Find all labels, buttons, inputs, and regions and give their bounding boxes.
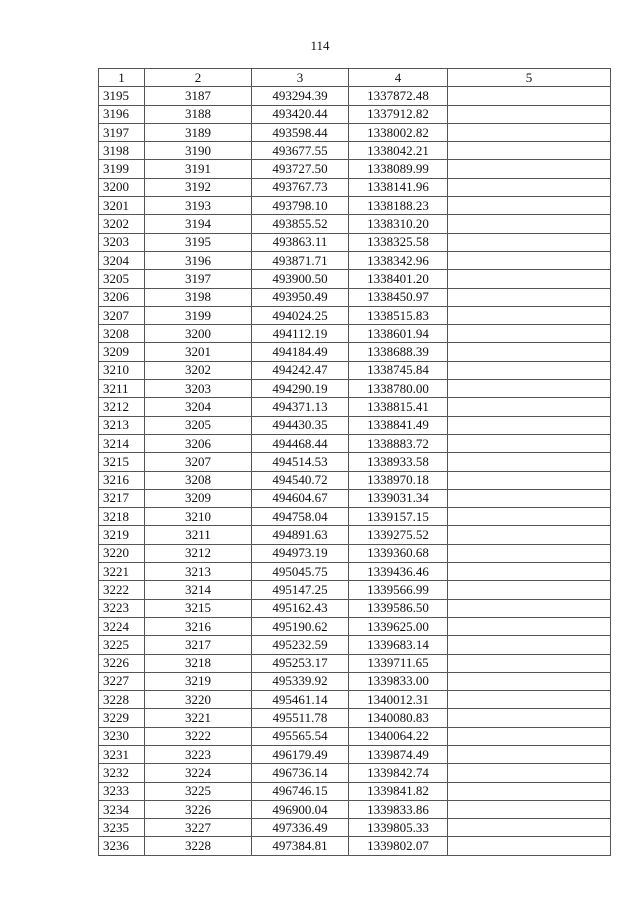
table-cell-col-1: 3205 <box>99 270 145 288</box>
table-cell-col-2: 3222 <box>145 727 252 745</box>
page-number: 114 <box>310 38 330 53</box>
table-cell-col-2: 3200 <box>145 325 252 343</box>
table-cell-col-3: 493900.50 <box>252 270 349 288</box>
table-cell-col-1: 3227 <box>99 672 145 690</box>
table-cell-col-1: 3231 <box>99 745 145 763</box>
table-cell-col-2: 3214 <box>145 581 252 599</box>
table-cell-col-5 <box>448 416 611 434</box>
table-row <box>99 380 611 398</box>
table-cell-col-5 <box>448 727 611 745</box>
table-cell-col-2: 3226 <box>145 800 252 818</box>
table-row <box>99 361 611 379</box>
table-cell-col-1: 3221 <box>99 563 145 581</box>
table-cell-col-2: 3208 <box>145 471 252 489</box>
table-row <box>99 599 611 617</box>
table-cell-col-3: 496900.04 <box>252 800 349 818</box>
table-cell-col-4: 1340080.83 <box>349 709 448 727</box>
table-cell-col-4: 1338688.39 <box>349 343 448 361</box>
table-cell-col-1: 3214 <box>99 434 145 452</box>
table-cell-col-5 <box>448 251 611 269</box>
table-cell-col-5 <box>448 325 611 343</box>
table-cell-col-3: 494024.25 <box>252 306 349 324</box>
table-cell-col-3: 494540.72 <box>252 471 349 489</box>
column-header-5: 5 <box>448 69 611 87</box>
table-cell-col-4: 1340064.22 <box>349 727 448 745</box>
table-cell-col-2: 3210 <box>145 508 252 526</box>
table-row <box>99 508 611 526</box>
table-cell-col-1: 3216 <box>99 471 145 489</box>
table-cell-col-3: 495147.25 <box>252 581 349 599</box>
table-cell-col-3: 494468.44 <box>252 434 349 452</box>
table-cell-col-3: 493294.39 <box>252 87 349 105</box>
table-cell-col-1: 3211 <box>99 380 145 398</box>
table-cell-col-3: 494184.49 <box>252 343 349 361</box>
table-cell-col-4: 1338815.41 <box>349 398 448 416</box>
table-row <box>99 215 611 233</box>
table-cell-col-1: 3232 <box>99 764 145 782</box>
table-cell-col-4: 1339833.00 <box>349 672 448 690</box>
table-cell-col-5 <box>448 819 611 837</box>
table-cell-col-5 <box>448 398 611 416</box>
table-cell-col-5 <box>448 105 611 123</box>
table-row <box>99 398 611 416</box>
table-cell-col-2: 3218 <box>145 654 252 672</box>
table-cell-col-4: 1339842.74 <box>349 764 448 782</box>
table-cell-col-4: 1338002.82 <box>349 123 448 141</box>
table-cell-col-5 <box>448 215 611 233</box>
table-cell-col-1: 3222 <box>99 581 145 599</box>
table-cell-col-1: 3210 <box>99 361 145 379</box>
table-cell-col-3: 496179.49 <box>252 745 349 763</box>
column-header-1: 1 <box>99 69 145 87</box>
table-row <box>99 160 611 178</box>
table-cell-col-4: 1338325.58 <box>349 233 448 251</box>
table-cell-col-1: 3219 <box>99 526 145 544</box>
table-row <box>99 123 611 141</box>
table-cell-col-5 <box>448 123 611 141</box>
table-cell-col-5 <box>448 471 611 489</box>
table-cell-col-4: 1339275.52 <box>349 526 448 544</box>
table-cell-col-3: 493863.11 <box>252 233 349 251</box>
table-cell-col-2: 3216 <box>145 617 252 635</box>
table-cell-col-4: 1337872.48 <box>349 87 448 105</box>
table-cell-col-3: 493871.71 <box>252 251 349 269</box>
table-row <box>99 178 611 196</box>
table-cell-col-3: 493798.10 <box>252 197 349 215</box>
table-cell-col-3: 495565.54 <box>252 727 349 745</box>
table-row <box>99 197 611 215</box>
table-cell-col-2: 3202 <box>145 361 252 379</box>
table-cell-col-4: 1339833.86 <box>349 800 448 818</box>
table-cell-col-5 <box>448 837 611 855</box>
table-cell-col-2: 3220 <box>145 691 252 709</box>
table-cell-col-5 <box>448 306 611 324</box>
table-row <box>99 453 611 471</box>
table-cell-col-1: 3236 <box>99 837 145 855</box>
table-cell-col-5 <box>448 453 611 471</box>
table-cell-col-4: 1338841.49 <box>349 416 448 434</box>
table-cell-col-3: 494973.19 <box>252 544 349 562</box>
table-cell-col-2: 3224 <box>145 764 252 782</box>
table-cell-col-5 <box>448 617 611 635</box>
table-cell-col-1: 3234 <box>99 800 145 818</box>
table-cell-col-5 <box>448 87 611 105</box>
table-cell-col-5 <box>448 636 611 654</box>
table-row <box>99 251 611 269</box>
table-cell-col-1: 3217 <box>99 489 145 507</box>
table-cell-col-2: 3215 <box>145 599 252 617</box>
table-cell-col-1: 3201 <box>99 197 145 215</box>
table-cell-col-2: 3219 <box>145 672 252 690</box>
table-cell-col-4: 1340012.31 <box>349 691 448 709</box>
table-row <box>99 416 611 434</box>
table-cell-col-2: 3213 <box>145 563 252 581</box>
table-cell-col-1: 3196 <box>99 105 145 123</box>
table-cell-col-1: 3215 <box>99 453 145 471</box>
table-cell-col-3: 495190.62 <box>252 617 349 635</box>
table-cell-col-1: 3209 <box>99 343 145 361</box>
table-cell-col-4: 1339841.82 <box>349 782 448 800</box>
table-cell-col-4: 1338601.94 <box>349 325 448 343</box>
table-cell-col-3: 495232.59 <box>252 636 349 654</box>
table-cell-col-3: 494242.47 <box>252 361 349 379</box>
table-cell-col-4: 1338342.96 <box>349 251 448 269</box>
table-cell-col-4: 1339360.68 <box>349 544 448 562</box>
table-row <box>99 837 611 855</box>
column-header-3: 3 <box>252 69 349 87</box>
table-cell-col-4: 1338310.20 <box>349 215 448 233</box>
table-row <box>99 489 611 507</box>
table-cell-col-5 <box>448 434 611 452</box>
table-cell-col-4: 1339436.46 <box>349 563 448 581</box>
table-cell-col-1: 3202 <box>99 215 145 233</box>
table-cell-col-4: 1339805.33 <box>349 819 448 837</box>
table-cell-col-2: 3221 <box>145 709 252 727</box>
table-cell-col-2: 3191 <box>145 160 252 178</box>
table-cell-col-5 <box>448 233 611 251</box>
table-row <box>99 288 611 306</box>
table-cell-col-2: 3193 <box>145 197 252 215</box>
table-cell-col-2: 3211 <box>145 526 252 544</box>
table-cell-col-2: 3195 <box>145 233 252 251</box>
table-cell-col-1: 3195 <box>99 87 145 105</box>
table-cell-col-5 <box>448 380 611 398</box>
table-cell-col-5 <box>448 288 611 306</box>
table-cell-col-2: 3206 <box>145 434 252 452</box>
coordinates-table <box>98 68 611 856</box>
table-cell-col-4: 1339874.49 <box>349 745 448 763</box>
table-cell-col-3: 495045.75 <box>252 563 349 581</box>
table-row <box>99 343 611 361</box>
table-cell-col-5 <box>448 544 611 562</box>
table-cell-col-1: 3207 <box>99 306 145 324</box>
table-cell-col-3: 495511.78 <box>252 709 349 727</box>
table-cell-col-5 <box>448 361 611 379</box>
table-cell-col-1: 3223 <box>99 599 145 617</box>
table-row <box>99 87 611 105</box>
table-row <box>99 764 611 782</box>
table-cell-col-3: 495461.14 <box>252 691 349 709</box>
table-row <box>99 325 611 343</box>
table-cell-col-5 <box>448 581 611 599</box>
table-cell-col-4: 1339625.00 <box>349 617 448 635</box>
table-cell-col-1: 3206 <box>99 288 145 306</box>
table-cell-col-2: 3196 <box>145 251 252 269</box>
table-cell-col-3: 494514.53 <box>252 453 349 471</box>
table-cell-col-4: 1338042.21 <box>349 142 448 160</box>
table-cell-col-5 <box>448 599 611 617</box>
table-cell-col-1: 3229 <box>99 709 145 727</box>
table-cell-col-5 <box>448 672 611 690</box>
table-cell-col-1: 3228 <box>99 691 145 709</box>
table-cell-col-2: 3227 <box>145 819 252 837</box>
table-cell-col-2: 3192 <box>145 178 252 196</box>
table-cell-col-2: 3198 <box>145 288 252 306</box>
table-cell-col-5 <box>448 782 611 800</box>
table-cell-col-3: 494758.04 <box>252 508 349 526</box>
table-cell-col-1: 3208 <box>99 325 145 343</box>
table-cell-col-4: 1338970.18 <box>349 471 448 489</box>
table-cell-col-2: 3197 <box>145 270 252 288</box>
table-cell-col-5 <box>448 709 611 727</box>
table-cell-col-3: 494891.63 <box>252 526 349 544</box>
table-row <box>99 233 611 251</box>
table-cell-col-3: 493767.73 <box>252 178 349 196</box>
table-row <box>99 745 611 763</box>
table-cell-col-2: 3223 <box>145 745 252 763</box>
table-cell-col-5 <box>448 745 611 763</box>
table-cell-col-4: 1339031.34 <box>349 489 448 507</box>
table-cell-col-1: 3230 <box>99 727 145 745</box>
table-cell-col-4: 1338933.58 <box>349 453 448 471</box>
table-row <box>99 800 611 818</box>
table-cell-col-3: 494430.35 <box>252 416 349 434</box>
table-cell-col-1: 3218 <box>99 508 145 526</box>
table-body <box>99 87 611 855</box>
table-cell-col-1: 3200 <box>99 178 145 196</box>
table-cell-col-3: 493855.52 <box>252 215 349 233</box>
table-cell-col-3: 497384.81 <box>252 837 349 855</box>
table-cell-col-2: 3207 <box>145 453 252 471</box>
table-cell-col-4: 1338401.20 <box>349 270 448 288</box>
table-row <box>99 819 611 837</box>
table-row <box>99 563 611 581</box>
table-cell-col-1: 3198 <box>99 142 145 160</box>
table-cell-col-3: 493420.44 <box>252 105 349 123</box>
table-cell-col-2: 3217 <box>145 636 252 654</box>
column-header-2: 2 <box>145 69 252 87</box>
table-cell-col-2: 3212 <box>145 544 252 562</box>
table-cell-col-3: 494112.19 <box>252 325 349 343</box>
table-cell-col-4: 1338450.97 <box>349 288 448 306</box>
table-cell-col-3: 495339.92 <box>252 672 349 690</box>
table-cell-col-4: 1339157.15 <box>349 508 448 526</box>
table-cell-col-2: 3189 <box>145 123 252 141</box>
table-cell-col-4: 1339711.65 <box>349 654 448 672</box>
table-cell-col-3: 495253.17 <box>252 654 349 672</box>
column-header-4: 4 <box>349 69 448 87</box>
table-cell-col-2: 3188 <box>145 105 252 123</box>
table-cell-col-5 <box>448 160 611 178</box>
table-cell-col-1: 3224 <box>99 617 145 635</box>
table-cell-col-2: 3205 <box>145 416 252 434</box>
table-cell-col-1: 3225 <box>99 636 145 654</box>
table-cell-col-4: 1338515.83 <box>349 306 448 324</box>
table-cell-col-1: 3220 <box>99 544 145 562</box>
table-cell-col-5 <box>448 508 611 526</box>
table-cell-col-5 <box>448 764 611 782</box>
table-cell-col-5 <box>448 654 611 672</box>
table-cell-col-3: 496736.14 <box>252 764 349 782</box>
table-cell-col-4: 1338188.23 <box>349 197 448 215</box>
table-cell-col-3: 493950.49 <box>252 288 349 306</box>
table-cell-col-4: 1338780.00 <box>349 380 448 398</box>
table-cell-col-5 <box>448 691 611 709</box>
table-cell-col-1: 3235 <box>99 819 145 837</box>
table-cell-col-5 <box>448 800 611 818</box>
table-row <box>99 782 611 800</box>
table-cell-col-2: 3228 <box>145 837 252 855</box>
table-cell-col-4: 1339586.50 <box>349 599 448 617</box>
table-cell-col-4: 1339566.99 <box>349 581 448 599</box>
table-cell-col-2: 3194 <box>145 215 252 233</box>
table-cell-col-1: 3212 <box>99 398 145 416</box>
table-cell-col-3: 494604.67 <box>252 489 349 507</box>
table-cell-col-1: 3226 <box>99 654 145 672</box>
table-row <box>99 727 611 745</box>
table-cell-col-5 <box>448 489 611 507</box>
table-cell-col-1: 3213 <box>99 416 145 434</box>
table-row <box>99 471 611 489</box>
table-cell-col-2: 3190 <box>145 142 252 160</box>
table-cell-col-5 <box>448 142 611 160</box>
table-cell-col-2: 3225 <box>145 782 252 800</box>
table-row <box>99 691 611 709</box>
table-cell-col-4: 1337912.82 <box>349 105 448 123</box>
table-row <box>99 142 611 160</box>
table-cell-col-4: 1338883.72 <box>349 434 448 452</box>
table-cell-col-4: 1338141.96 <box>349 178 448 196</box>
table-cell-col-3: 493727.50 <box>252 160 349 178</box>
table-cell-col-5 <box>448 197 611 215</box>
table-cell-col-1: 3233 <box>99 782 145 800</box>
table-row <box>99 526 611 544</box>
table-row <box>99 672 611 690</box>
table-cell-col-4: 1338089.99 <box>349 160 448 178</box>
table-cell-col-5 <box>448 343 611 361</box>
table-row <box>99 306 611 324</box>
table-row <box>99 434 611 452</box>
table-row <box>99 581 611 599</box>
table-cell-col-5 <box>448 526 611 544</box>
table-cell-col-3: 496746.15 <box>252 782 349 800</box>
table-row <box>99 105 611 123</box>
table-cell-col-4: 1339683.14 <box>349 636 448 654</box>
table-cell-col-2: 3187 <box>145 87 252 105</box>
table-cell-col-2: 3204 <box>145 398 252 416</box>
table-header-row <box>99 69 611 87</box>
table-row <box>99 636 611 654</box>
table-cell-col-3: 494290.19 <box>252 380 349 398</box>
table-cell-col-2: 3201 <box>145 343 252 361</box>
table-cell-col-3: 495162.43 <box>252 599 349 617</box>
table-cell-col-1: 3197 <box>99 123 145 141</box>
table-cell-col-3: 494371.13 <box>252 398 349 416</box>
table-cell-col-1: 3203 <box>99 233 145 251</box>
table-cell-col-5 <box>448 178 611 196</box>
table-cell-col-5 <box>448 270 611 288</box>
table-row <box>99 709 611 727</box>
table-cell-col-2: 3209 <box>145 489 252 507</box>
table-cell-col-3: 497336.49 <box>252 819 349 837</box>
table-cell-col-5 <box>448 563 611 581</box>
table-cell-col-1: 3204 <box>99 251 145 269</box>
table-cell-col-4: 1338745.84 <box>349 361 448 379</box>
table-row <box>99 654 611 672</box>
table-cell-col-1: 3199 <box>99 160 145 178</box>
table-row <box>99 544 611 562</box>
table-row <box>99 270 611 288</box>
table-cell-col-3: 493598.44 <box>252 123 349 141</box>
table-cell-col-2: 3199 <box>145 306 252 324</box>
table-cell-col-2: 3203 <box>145 380 252 398</box>
table-cell-col-3: 493677.55 <box>252 142 349 160</box>
table-row <box>99 617 611 635</box>
table-cell-col-4: 1339802.07 <box>349 837 448 855</box>
